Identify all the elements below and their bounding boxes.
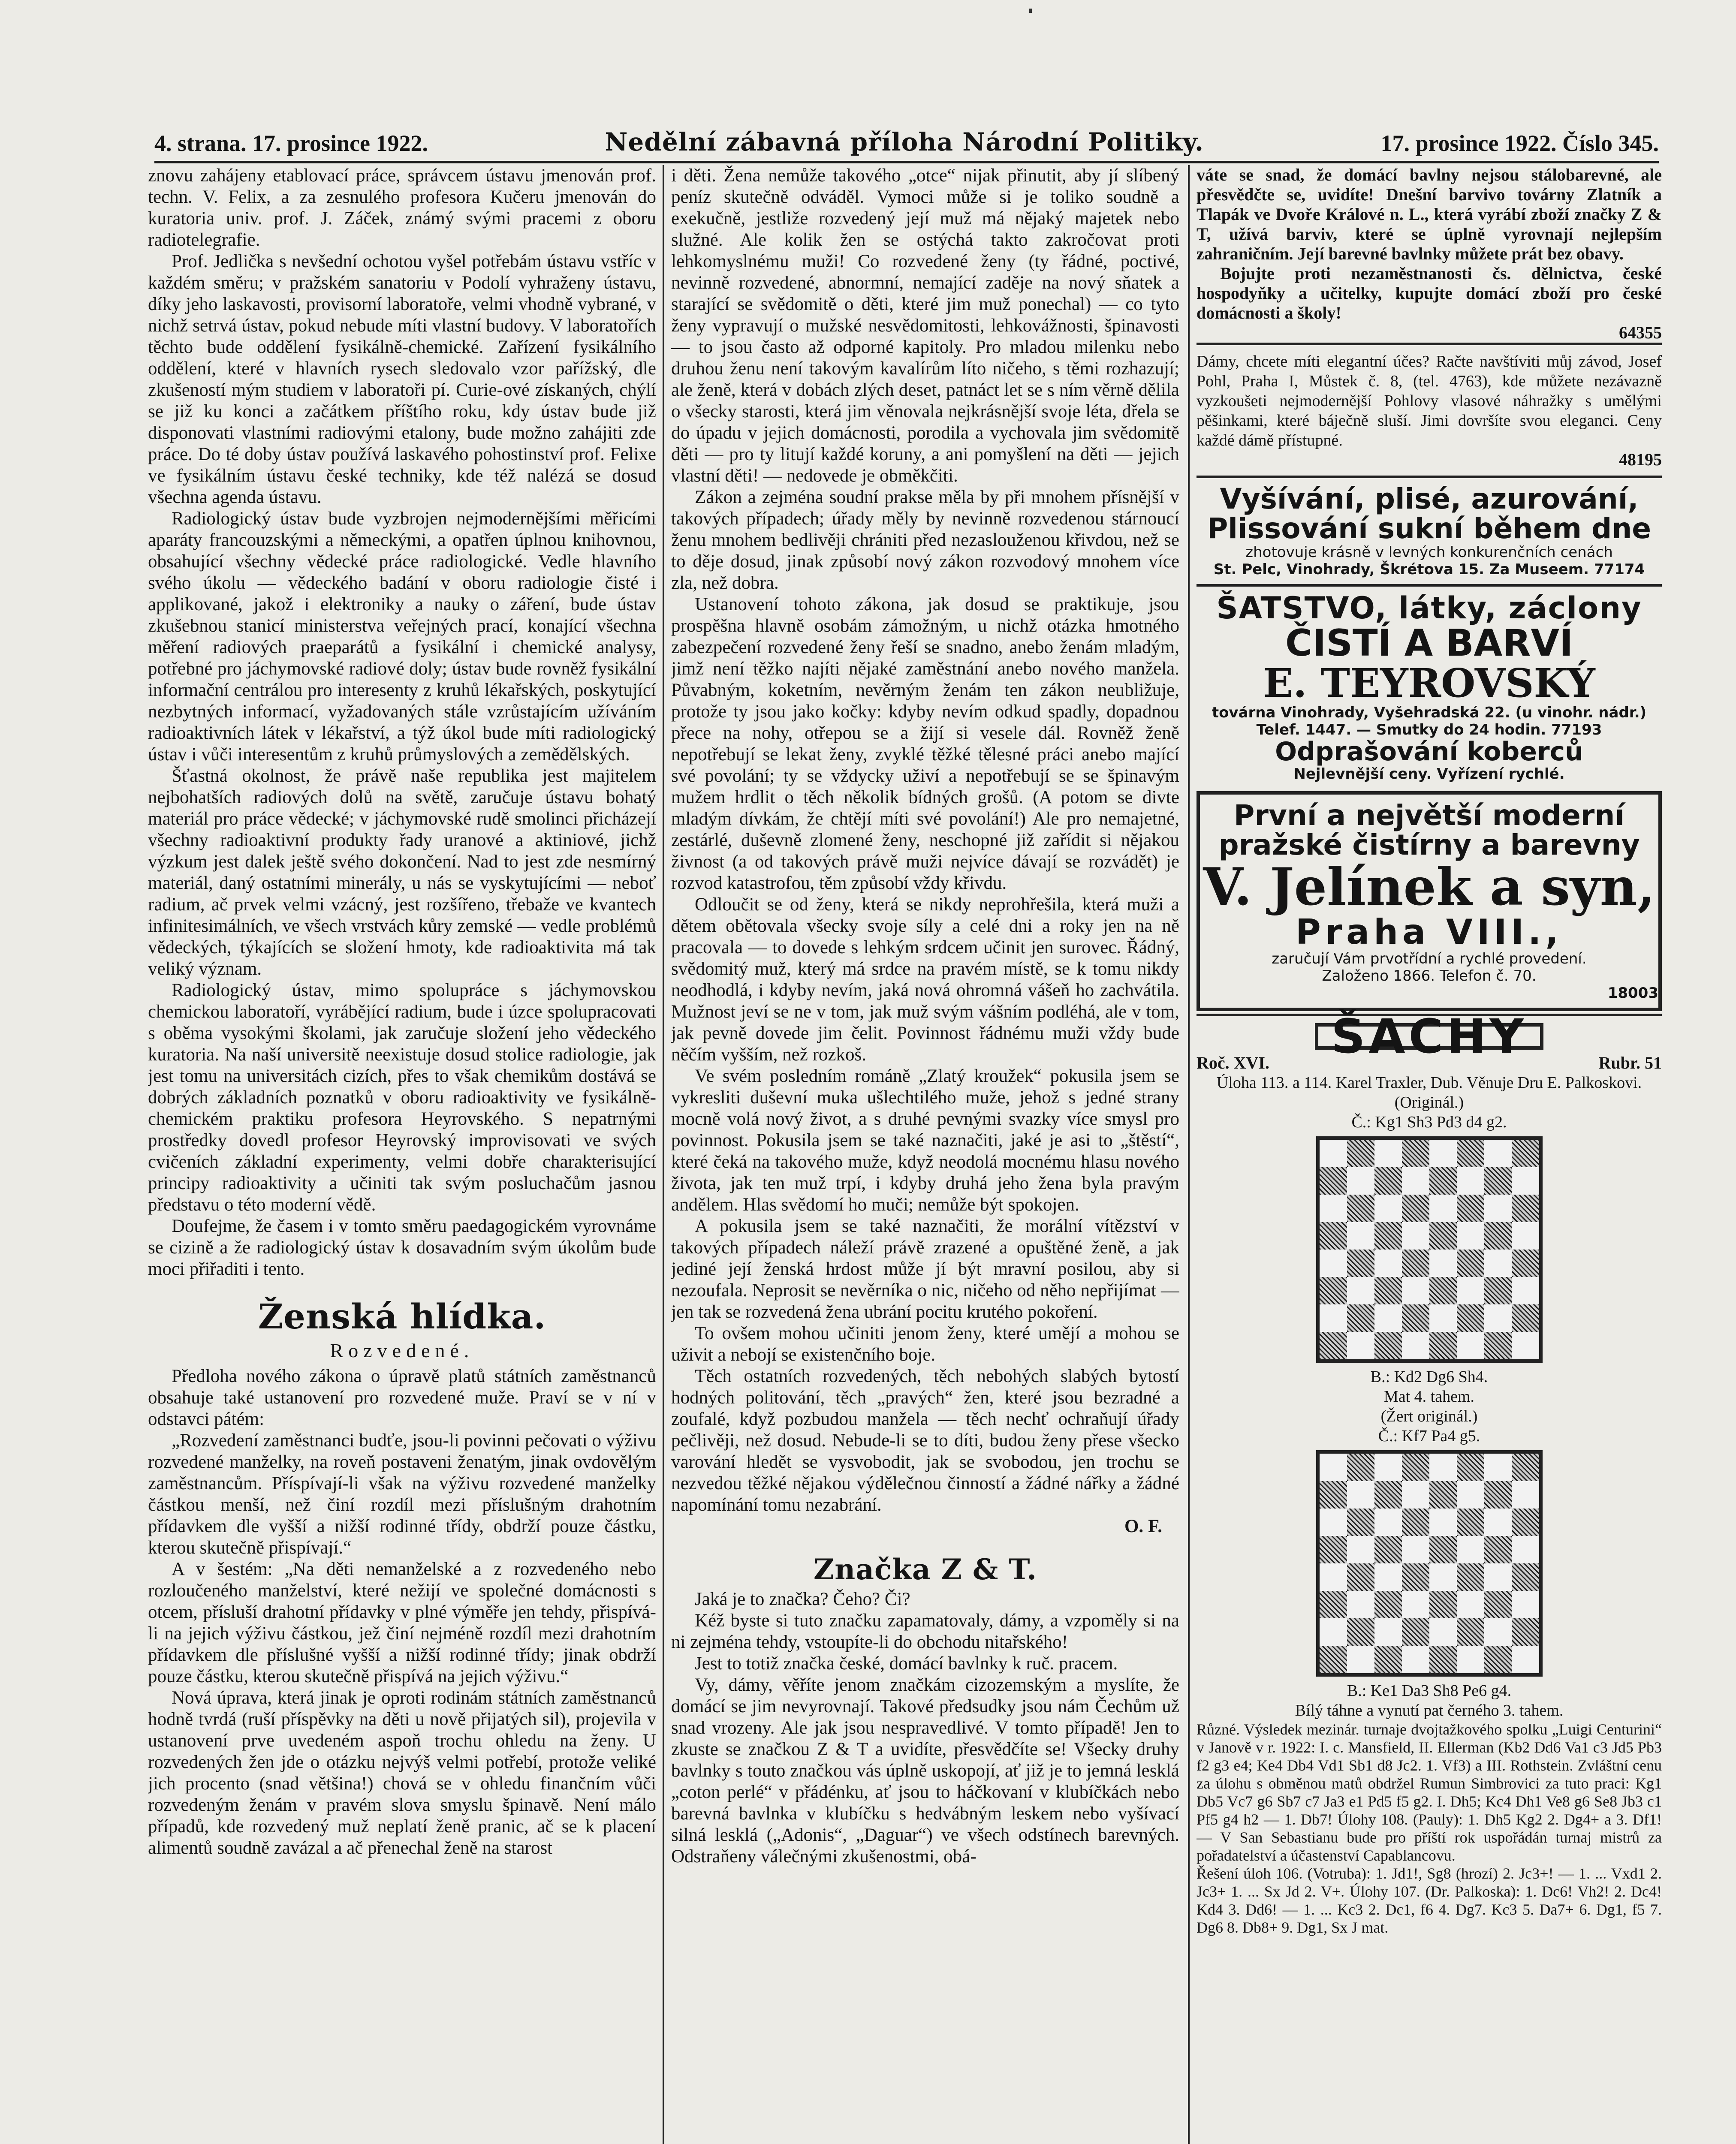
- chess-square: [1374, 1140, 1402, 1167]
- chess-square: [1402, 1481, 1429, 1509]
- chess-square: [1457, 1250, 1484, 1277]
- chess-uloha: Úloha 113. a 114. Karel Traxler, Dub. Věnuje Dru E. Palkoskovi.: [1216, 1073, 1642, 1092]
- chess-square: [1484, 1454, 1512, 1481]
- chess-square: [1402, 1591, 1429, 1618]
- chess-square: [1457, 1454, 1484, 1481]
- chess-square: [1512, 1536, 1539, 1563]
- chess-square: [1429, 1563, 1457, 1591]
- chess-square: [1457, 1222, 1484, 1250]
- chess-square: [1402, 1277, 1429, 1304]
- chess-square: [1347, 1618, 1374, 1646]
- chess-square: [1512, 1250, 1539, 1277]
- chess-board-2: [1316, 1450, 1543, 1677]
- chess-square: [1512, 1618, 1539, 1646]
- chess-square: [1320, 1140, 1347, 1167]
- chess-square: [1347, 1536, 1374, 1563]
- ad-satstvo-line4: Odprašování koberců: [1275, 736, 1583, 767]
- section-title-zenska-hlidka: Ženská hlídka.: [258, 1296, 546, 1337]
- chess-square: [1484, 1591, 1512, 1618]
- chess-square: [1374, 1167, 1402, 1195]
- chess-square: [1484, 1509, 1512, 1536]
- chess-square: [1320, 1332, 1347, 1359]
- section-subtitle: Rozvedené.: [330, 1340, 474, 1361]
- chess-square: [1374, 1454, 1402, 1481]
- chess-square: [1347, 1454, 1374, 1481]
- chess-original: (Originál.): [1394, 1093, 1464, 1111]
- chess-square: [1347, 1304, 1374, 1332]
- chess-square: [1320, 1167, 1347, 1195]
- chess-square: [1457, 1277, 1484, 1304]
- chess-square: [1347, 1646, 1374, 1673]
- chess-square: [1429, 1277, 1457, 1304]
- chess-square: [1347, 1140, 1374, 1167]
- chess-square: [1320, 1195, 1347, 1222]
- chess-square: [1402, 1195, 1429, 1222]
- chess-square: [1512, 1646, 1539, 1673]
- chess-square: [1484, 1222, 1512, 1250]
- chess-square: [1457, 1481, 1484, 1509]
- chess-square: [1347, 1332, 1374, 1359]
- chess-square: [1484, 1140, 1512, 1167]
- chess-square: [1484, 1250, 1512, 1277]
- chess-square: [1457, 1536, 1484, 1563]
- chess-square: [1484, 1618, 1512, 1646]
- chess-square: [1484, 1167, 1512, 1195]
- chess-square: [1320, 1481, 1347, 1509]
- chess-square: [1429, 1332, 1457, 1359]
- chess-square: [1484, 1277, 1512, 1304]
- chess-square: [1320, 1304, 1347, 1332]
- ad-code: 18003: [1607, 984, 1658, 1002]
- chess-rubrika: Rubr. 51: [1598, 1053, 1662, 1072]
- chess-square: [1512, 1304, 1539, 1332]
- chess-square: [1347, 1277, 1374, 1304]
- scan-mark: [1029, 9, 1032, 13]
- chess-square: [1512, 1509, 1539, 1536]
- ad-jelinek-line3: V. Jelínek a syn,: [1203, 856, 1655, 917]
- chess-square: [1374, 1618, 1402, 1646]
- chess-square: [1512, 1277, 1539, 1304]
- chess-square: [1374, 1481, 1402, 1509]
- chess-square: [1402, 1222, 1429, 1250]
- column-1: [148, 165, 656, 2144]
- ad-jelinek-line4: Praha VIII.,: [1296, 912, 1563, 952]
- column-3: [1197, 165, 1662, 2144]
- chess-mate: Mat 4. tahem.: [1383, 1387, 1475, 1406]
- paragraph: váte se snad, že domácí bavlny nejsou stálobarevné, ale přesvědčte se, uvidíte! Dnešní barvivo továrny Zlatník a Tlapák ve Dvoře Králové n. L., která vyrábí zboží značky Z & T, užívá barviv, které se úplně vyrovnají nejlepším zahraničním. Její barevné bavlnky můžete prát bez obavy.: [1197, 165, 1662, 263]
- paragraph: Těch ostatních rozvedených, těch nebohých slabých bytostí hodných politování, těch „pravých“ žen, které jsou bezradné a zoufalé, když pozbudou manžela — těch nechť ochraňují úřady pečlivěji, než dosud. Nebude-li se to díti, budou ženy přese všecko varování hledět se vysvobodit, jak se svobodou, jen trochu se nezvedou těžké nějakou výdělečnou činností a žádné nářky a žádné napomínání tomu nezabrání.: [671, 1366, 1179, 1515]
- chess-square: [1512, 1332, 1539, 1359]
- chess-square: [1457, 1591, 1484, 1618]
- chess-rocnik: Roč. XVI.: [1197, 1053, 1269, 1072]
- paragraph: Doufejme, že časem i v tomto směru paedagogickém vyrovnáme se cizině a že radiologický ústav k dosavadním svým úkolům bude moci přiřaditi i tento.: [148, 1216, 656, 1279]
- chess-square: [1347, 1591, 1374, 1618]
- paragraph: Šťastná okolnost, že právě naše republika jest majitelem nejbohatších radiových dolů na světě, zaručuje ústavu bohatý materiál pro práce vědecké; v jáchymovské rudě smolinci přicházejí všechny radioaktivní produkty řady uranové a aktiniové, jichž výzkum jest dalek ještě svého dokončení. Nad to jest zde nesmírný materiál, daný ostatními minerály, u nás se vyskytujícími — neboť radium, ač prvek velmi vzácný, jest rozšířeno, třebaže ve kvantech infinitesimálních, ve všech vrstvách kůry zemské — vedle problémů vědeckých, týkajících se složení hmoty, kde radioaktivita má tak veliký význam.: [148, 766, 656, 979]
- chess-square: [1484, 1304, 1512, 1332]
- chess-square: [1457, 1563, 1484, 1591]
- ad-satstvo: [1197, 584, 1662, 789]
- chess-square: [1512, 1591, 1539, 1618]
- chess-square: [1484, 1563, 1512, 1591]
- chess-square: [1429, 1195, 1457, 1222]
- chess-square: [1457, 1195, 1484, 1222]
- ad-satstvo-line3: E. TEYROVSKÝ: [1263, 660, 1595, 707]
- chess-square: [1347, 1222, 1374, 1250]
- chess-square: [1320, 1591, 1347, 1618]
- chess-square: [1512, 1563, 1539, 1591]
- chess-square: [1402, 1250, 1429, 1277]
- chess-square: [1484, 1332, 1512, 1359]
- chess-square: [1402, 1454, 1429, 1481]
- chess-square: [1402, 1167, 1429, 1195]
- chess-square: [1347, 1481, 1374, 1509]
- chess-square: [1374, 1250, 1402, 1277]
- chess-position-white-2: B.: Ke1 Da3 Sh8 Pe6 g4.: [1347, 1681, 1512, 1700]
- header-right: 17. prosince 1922. Číslo 345.: [1380, 130, 1659, 156]
- ad-vysivani: [1197, 476, 1662, 584]
- chess-zert: (Žert originál.): [1380, 1407, 1478, 1425]
- chess-square: [1347, 1167, 1374, 1195]
- chess-square: [1457, 1618, 1484, 1646]
- paragraph: Ustanovení tohoto zákona, jak dosud se praktikuje, jsou prospěšna hlavně osobám zámožným, u nichž otázka hmotného zabezpečení rozvedené ženy řeší se snadno, anebo ženám mladým, jimž není těžko najíti nějaké zaměstnání anebo nového manžela. Půvabným, koketním, nevěrným ženám ten zákon neubližuje, protože ty jsou jako kočky: kdyby nevím odkud spadly, dopadnou přece na nohy, otřepou se a žijí si vesele dál. Rovněž ženě nepotřebují se lekat ženy, zvyklé těžké tělesné práci anebo mající své povolání; ty se vždycky uživí a nepotřebují se se špinavým mužem hrdlit o těch několik bídných grošů. (A potom se divte mladým dívkám, že chtějí míti své povolání!) Ale pro nemajetné, zestárlé, duševně zlomené ženy, neschopné již zařídit si nějakou živnost (a od takových právě muži nejvíce dávají se rozvádět) je rozvod katastrofou, těm způsobí vždy křivdu.: [671, 594, 1179, 893]
- paragraph: Jest to totiž značka české, domácí bavlnky k ruč. pracem.: [695, 1653, 1118, 1674]
- chess-square: [1457, 1509, 1484, 1536]
- chess-square: [1320, 1277, 1347, 1304]
- chess-square: [1429, 1140, 1457, 1167]
- chess-square: [1320, 1509, 1347, 1536]
- chess-position-black-2: Č.: Kf7 Pa4 g5.: [1378, 1427, 1480, 1445]
- chess-square: [1457, 1140, 1484, 1167]
- ad-jelinek-line1: První a největší moderní: [1234, 798, 1624, 832]
- chess-square: [1457, 1304, 1484, 1332]
- chess-square: [1512, 1454, 1539, 1481]
- chess-square: [1402, 1646, 1429, 1673]
- chess-square: [1429, 1646, 1457, 1673]
- chess-square: [1374, 1563, 1402, 1591]
- chess-square: [1484, 1646, 1512, 1673]
- ad-code: 64355: [1619, 323, 1662, 342]
- chess-square: [1429, 1509, 1457, 1536]
- ad-vysivani-line1: Vyšívání, plisé, azurování,: [1220, 482, 1639, 515]
- chess-square: [1347, 1563, 1374, 1591]
- ad-satstvo-address: továrna Vinohrady, Vyšehradská 22. (u vinohr. nádr.) Telef. 1447. — Smutky do 24 hodin. 77193: [1212, 704, 1647, 738]
- chess-note: Bílý táhne a vynutí pat černého 3. tahem.: [1295, 1701, 1564, 1719]
- ad-vysivani-line2: Plissování sukní během dne: [1207, 512, 1651, 545]
- header-title: Nedělní zábavná příloha Národní Politiky.: [605, 127, 1204, 157]
- paragraph: A pokusila jsem se také naznačiti, že morální vítězství v takových případech náleží právě zrazené a opuštěné ženě, a jak jediné její ženská hrdost může jí být mravní posilou, aby si nezoufala. Neprosit se nevěrníka o nic, ničeho od něho nepřijímat — jen tak se rozvedená žena ubrání pocitu krutého pokoření.: [671, 1216, 1179, 1322]
- chess-square: [1512, 1481, 1539, 1509]
- chess-square: [1374, 1195, 1402, 1222]
- chess-square: [1429, 1618, 1457, 1646]
- chess-position-white-1: B.: Kd2 Dg6 Sh4.: [1370, 1367, 1488, 1386]
- chess-square: [1320, 1618, 1347, 1646]
- chess-square: [1484, 1536, 1512, 1563]
- chess-square: [1320, 1563, 1347, 1591]
- chess-square: [1484, 1481, 1512, 1509]
- paragraph: To ovšem mohou učiniti jenom ženy, které umějí a mohou se uživit a nebojí se existenčního boje.: [671, 1323, 1179, 1365]
- paragraph: Odloučit se od ženy, která se nikdy neprohřešila, která muži a dětem obětovala všecky svoje síly a celé dni a roky jen na ně pracovala — to dovede s lehkým srdcem učinit jen surovec. Řádný, svědomitý muž, který má srdce na pravém místě, se k tomu nikdy neodhodlá, i kdyby nevím, jaká nová ohromná vášeň ho zachvátila. Mužnost jeví se ne v tom, jak muž svým vášním podléhá, ale v tom, jak pevně dovede jim čelit. Povinnost řádnému muži vždy bude něčím vyšším, než rozkoš.: [671, 894, 1179, 1065]
- ad-jelinek-line2: pražské čistírny a barevny: [1218, 828, 1640, 862]
- chess-square: [1457, 1646, 1484, 1673]
- chess-square: [1429, 1250, 1457, 1277]
- chess-title: ŠACHY: [1315, 1023, 1543, 1050]
- chess-section: [1197, 1009, 1662, 1936]
- chess-square: [1402, 1536, 1429, 1563]
- paragraph: A v šestém: „Na děti nemanželské a z rozvedeného nebo rozloučeného manželství, které nežijí ve společné domácnosti s otcem, přísluší drahotní přídavky v plné výměře jen tehdy, přispívá-li na jejich výživu částkou, jež činí nejméně rozdíl mezi drahotním přídavkem dle příslušné vyšší a nižší rodinné třídy; jinak obdrží pouze částku, kterou skutečně přispívá na jejich výživu.“: [148, 1559, 656, 1686]
- page-header: [154, 122, 1659, 163]
- chess-square: [1457, 1332, 1484, 1359]
- chess-square: [1402, 1509, 1429, 1536]
- chess-square: [1347, 1509, 1374, 1536]
- chess-square: [1429, 1481, 1457, 1509]
- paragraph: Předloha nového zákona o úpravě platů státních zaměstnanců obsahuje také ustanovení pro rozvedené muže. Praví se v ní v odstavci pátém:: [148, 1366, 656, 1429]
- paragraph: Jaká je to značka? Čeho? Či?: [695, 1589, 910, 1609]
- chess-square: [1457, 1167, 1484, 1195]
- paragraph: Vy, dámy, věříte jenom značkám cizozemským a myslíte, že domácí se jim nevyrovnají. Takové předsudky jsou nám Čechům už snad vrozeny. Ale jak jsou nespravedlivé. V tomto případě! Jen to zkuste se značkou Z & T a uvidíte, přesvědčíte se! Všecky druhy bavlnky s touto značkou vás úplně uskopojí, ať již je to jemná lesklá „coton perlé“ v přádénku, ať jsou to háčkovaní v klubíčkách nebo barevná bavlnka v klubíčku s hedvábným leskem nebo vyšívací silná lesklá („Adonis“, „Daguar“) ve všech odstínech barevných. Odstraňeny válečnými zkušenostmi, obá-: [671, 1675, 1179, 1867]
- chess-square: [1402, 1563, 1429, 1591]
- paragraph: Zákon a zejména soudní prakse měla by při mnohem přísnější v takových případech; úřady měly by nevinně rozvedenou stárnoucí ženu mnohem bedlivěji chrániti před nezaslouženou křivdou, než se to děje dosud, jinak způsobí nový zákon rozvodový mnohem více zla, než dobra.: [671, 487, 1179, 593]
- column-rule-2: [1188, 165, 1190, 2144]
- ad-vysivani-small: zhotovuje krásně v levných konkurenčních cenách: [1245, 543, 1613, 561]
- chess-square: [1512, 1167, 1539, 1195]
- chess-square: [1374, 1646, 1402, 1673]
- chess-square: [1429, 1454, 1457, 1481]
- chess-square: [1374, 1509, 1402, 1536]
- chess-square: [1374, 1304, 1402, 1332]
- paragraph: Nová úprava, která jinak je oproti rodinám státních zaměstnanců hodně tvrdá (ruší příspěvky na děti u nově přijatých sil), projevila v ustanovení prve uvedeném aspoň trochu ohledu na ženy. U rozvedených žen jde o otázku nejvýš velmi potřebí, protože veliké jich procento (snad většina!) chová se v ohledu finančním vůči rozvedeným ženám v pravém slova smyslu špinavě. Není málo případů, kde rozvedený muž neplatí ženě pranic, ač se k placení alimentů soudně zavázal a ač přenechal ženě na starost: [148, 1688, 656, 1858]
- section-title-znacka: Značka Z & T.: [814, 1553, 1037, 1586]
- chess-square: [1374, 1222, 1402, 1250]
- ad-damy: [1197, 343, 1662, 476]
- chess-square: [1429, 1591, 1457, 1618]
- chess-square: [1374, 1591, 1402, 1618]
- chess-square: [1320, 1646, 1347, 1673]
- chess-square: [1512, 1195, 1539, 1222]
- chess-square: [1347, 1250, 1374, 1277]
- paragraph: i děti. Žena nemůže takového „otce“ nijak přinutit, aby jí slíbený peníz skutečně odváděl. Vymoci může si je toliko soudně a exekučně, jestliže rozvedený její muž má nějaký majetek nebo služné. Ale kolik žen se ostýchá takto zakročovat proti lehkomyslnému muži! Co rozvedené ženy (ty řádné, poctivé, nevinně rozvedené, abnormní, nemající zaděje na nový sňatek a starající se svědomitě o děti, které jim muž ponechal) — co tyto ženy vypravují o mužské nesvědomitosti, lehkovážnosti, špinavosti — to jsou často až odporné kapitoly. Pro mladou milenku nebo druhou ženu není takovým kavalírům líto ničeho, s těmi rozhazují; ale ženě, která v dobách zlých deset, patnáct let se s ním věrně dělila o všecky starosti, která jim věnovala nejkrásnější svoje léta, dřela se do úpadu v jejich domácnosti, porodila a vychovala jim svědomitě děti — pro ty litují každé koruny, a ani pomyšlení na děti — jejich vlastní děti! — nedovede je obměkčiti.: [671, 166, 1179, 486]
- paragraph: „Rozvedení zaměstnanci budťe, jsou-li povinni pečovati o výživu rozvedené manželky, na roveň postaveni ženatým, jinak ovdovělým zaměstnancům. Příspívají-li však na výživu rozvedené manželky částkou menší, než činí rozdíl mezi příslušným drahotním přídavkem dle vyšší a nižší rodinné třídy, obdrží pouze částku, kterou skutečně přispívají.“: [148, 1430, 656, 1558]
- paragraph: Ve svém posledním románě „Zlatý kroužek“ pokusila jsem se vykresliti duševní muka ušlechtilého muže, jehož s jedné strany mocně volá nový život, a s druhé pevnými svazky více smysl pro povinnost. Pokusila jsem se také naznačiti, jaké je asi to „štěstí“, které čeká na takového muže, když neodolá mocnému hlasu nového života, jak ten muž trpí, i kdyby druhá jeho žena byla pravým andělem. Hlas svědomí ho muči; nemůže být spokojen.: [671, 1066, 1179, 1215]
- paragraph: Prof. Jedlička s nevšední ochotou vyšel potřebám ústavu vstříc v každém směru; v pražském sanatoriu v Podolí vyhraženy ústavu, díky jeho laskavosti, provisorní laboratoře, velmi vhodně vybrané, v nichž setrvá ústav, pokud nebude míti vlastní budovy. V laboratořích těchto bude oddělení fysikálně-chemické. Zařízení fysikálního oddělení, které v hlavních rysech sledovalo vzor pařížský, dle zkušeností mým studiem v laboratoři pí. Curie-ové získaných, chýlí se již ku konci a začátkem příštího roku, kdy ústav bude již disponovati vlastními radiovými etalony, bude možno zahájiti zde práce. Do té doby ústav používá laskavého pohostinství prof. Felixe ve fysikálním ústavu české techniky, kde též nalézá se dosud všechna agenda ústavu.: [148, 251, 656, 507]
- chess-position-black-1: Č.: Kg1 Sh3 Pd3 d4 g2.: [1351, 1113, 1507, 1131]
- chess-square: [1320, 1250, 1347, 1277]
- column-rule-1: [663, 165, 664, 2144]
- chess-square: [1402, 1332, 1429, 1359]
- chess-square: [1512, 1140, 1539, 1167]
- paragraph: Radiologický ústav bude vyzbrojen nejmodernějšími měřicími aparáty francouzskými a německými, a opatřen úplnou knihovnou, obsahující všechny vědecké práce radiologické. Vedle hlavního svého úkolu — vědeckého badání v oboru radiologie čisté i applikované, jakož i elektroniky a nauky o záření, bude ústav zkušebnou stanicí ministerstva veřejných prací, konající všechna měření radiových praeparátů a fysikální i chemické analysy, potřebné pro jáchymovské radiové doly; ústav bude rovněž fysikální informační centrálou pro interesenty z kruhů lékařských, poskytující nezbytných informací, vyžadovaných stále vzrůstajícím užíváním radioaktivních látek v lékařství, a týž úkol bude míti radiologický ústav i vůči interesentům z kruhů průmyslových a zemědělských.: [148, 509, 656, 765]
- chess-square: [1429, 1222, 1457, 1250]
- column-2: [671, 165, 1179, 2144]
- chess-square: [1429, 1536, 1457, 1563]
- chess-square: [1374, 1277, 1402, 1304]
- chess-ruzne: Různé. Výsledek mezinár. turnaje dvojtažkového spolku „Luigi Centurini“ v Janově v r. 1922: I. c. Mansfield, II. Ellerman (Kb2 Dd6 Va1 c3 Jd5 Pb3 f2 g3 e4; Ke4 Db4 Vd1 Sb1 d8 Jc2. 1. Vf3) a III. Rothstein. Zvláštní cenu za úlohu s obměnou matů obdržel Rumun Simbrovici za tuto praci: Kg1 Db5 Vc7 g6 Sb7 c7 Ja3 e1 Pd5 f5 g2. I. Dh5; Kc4 Dh1 Ve8 g6 Se8 Jb3 c1 Pf5 g4 h2 — 1. Db7! Úlohy 108. (Pauly): 1. Dh5 Kg2 2. Dg4+ a 3. Df1! — V San Sebastianu bude pro příští rok uspořádán turnaj mistrů za pořadatelství a účastenství Capablancovu.: [1197, 1720, 1662, 1864]
- ad-satstvo-line5: Nejlevnější ceny. Vyřízení rychlé.: [1293, 765, 1565, 783]
- ad-satstvo-line2: ČISTÍ A BARVÍ: [1285, 622, 1573, 665]
- chess-square: [1374, 1536, 1402, 1563]
- chess-square: [1429, 1304, 1457, 1332]
- chess-square: [1320, 1536, 1347, 1563]
- chess-square: [1402, 1304, 1429, 1332]
- chess-square: [1429, 1167, 1457, 1195]
- ad-jelinek-line5: zaručují Vám prvotřídní a rychlé provedení.: [1272, 950, 1587, 967]
- ad-jelinek: [1197, 791, 1662, 1011]
- chess-board-1: [1316, 1136, 1543, 1363]
- chess-square: [1402, 1140, 1429, 1167]
- paragraph: Kéž byste si tuto značku zapamatovaly, dámy, a vzpoměly si na ni zejména tehdy, vstoupíte-li do obchodu nitařského!: [671, 1611, 1179, 1652]
- paragraph: Radiologický ústav, mimo spolupráce s jáchymovskou chemickou laboratoří, vyrábějící radium, bude i úzce spolupracovati s oběma vysokými školami, jak zaručuje složení jeho vědeckého kuratoria. Na naší universitě neexistuje dosud stolice radiologie, jak jest tomu na universitách cizích, přes to však chemikům dostává se dobrých základních poznatků v oboru radioaktivity ve fysikálně-chemickém praktiku profesora Heyrovského. S nepatrnými prostředky dovedl profesor Heyrovský improvisovati ve svých cvičeních základní experimenty, velmi dobře charakterisující principy radioaktivity a učiniti tak svým posluchačům jasnou představu o této moderní vědě.: [148, 980, 656, 1215]
- article-signature: O. F.: [1124, 1516, 1162, 1536]
- paragraph: znovu zahájeny etablovací práce, správcem ústavu jmenován prof. techn. V. Felix, a za zesnulého profesora Kučeru jmenován do kuratoria univ. prof. J. Záček, známý svými pracemi z oboru radiotelegrafie.: [148, 166, 656, 250]
- ad-satstvo-line1: ŠATSTVO, látky, záclony: [1216, 590, 1642, 626]
- chess-square: [1374, 1332, 1402, 1359]
- chess-square: [1320, 1454, 1347, 1481]
- ad-jelinek-line6: Založeno 1866. Telefon č. 70.: [1322, 967, 1537, 985]
- chess-square: [1347, 1195, 1374, 1222]
- paragraph: Bojujte proti nezaměstnanosti čs. dělnictva, české hospodyňky a učitelky, kupujte domácí zboží pro české domácnosti a školy!: [1197, 264, 1662, 322]
- chess-square: [1320, 1222, 1347, 1250]
- chess-square: [1402, 1618, 1429, 1646]
- chess-square: [1512, 1222, 1539, 1250]
- header-left: 4. strana. 17. prosince 1922.: [154, 130, 428, 156]
- ad-vysivani-address: St. Pelc, Vinohrady, Škrétova 15. Za Museem. 77174: [1213, 560, 1645, 578]
- chess-square: [1484, 1195, 1512, 1222]
- ad-damy-text: Dámy, chcete míti elegantní účes? Račte navštíviti můj závod, Josef Pohl, Praha I, Můstek č. 8, (tel. 4763), kde můžete nezávazně vyzkoušeti nejmodernější Pohlovy vlasové náhražky s umělými pěšinkami, které báječně sluší. Jimi dovršíte svou eleganci. Ceny každé dámě přístupné.: [1197, 352, 1662, 449]
- chess-reseni: Řešení úloh 106. (Votruba): 1. Jd1!, Sg8 (hrozí) 2. Jc3+! — 1. ... Vxd1 2. Jc3+ 1. ... Sx Jd 2. V+. Úlohy 107. (Dr. Palkoska): 1. Dc6! Vh2! 2. Dc4! Kd4 3. Dd6! — 1. ... Kc3 2. Dc1, f6 4. Dg7. Kc3 5. Da7+ 6. Dg1, f5 7. Dg6 8. Db8+ 9. Dg1, Sx J mat.: [1197, 1864, 1662, 1936]
- ad-code: 48195: [1619, 450, 1662, 469]
